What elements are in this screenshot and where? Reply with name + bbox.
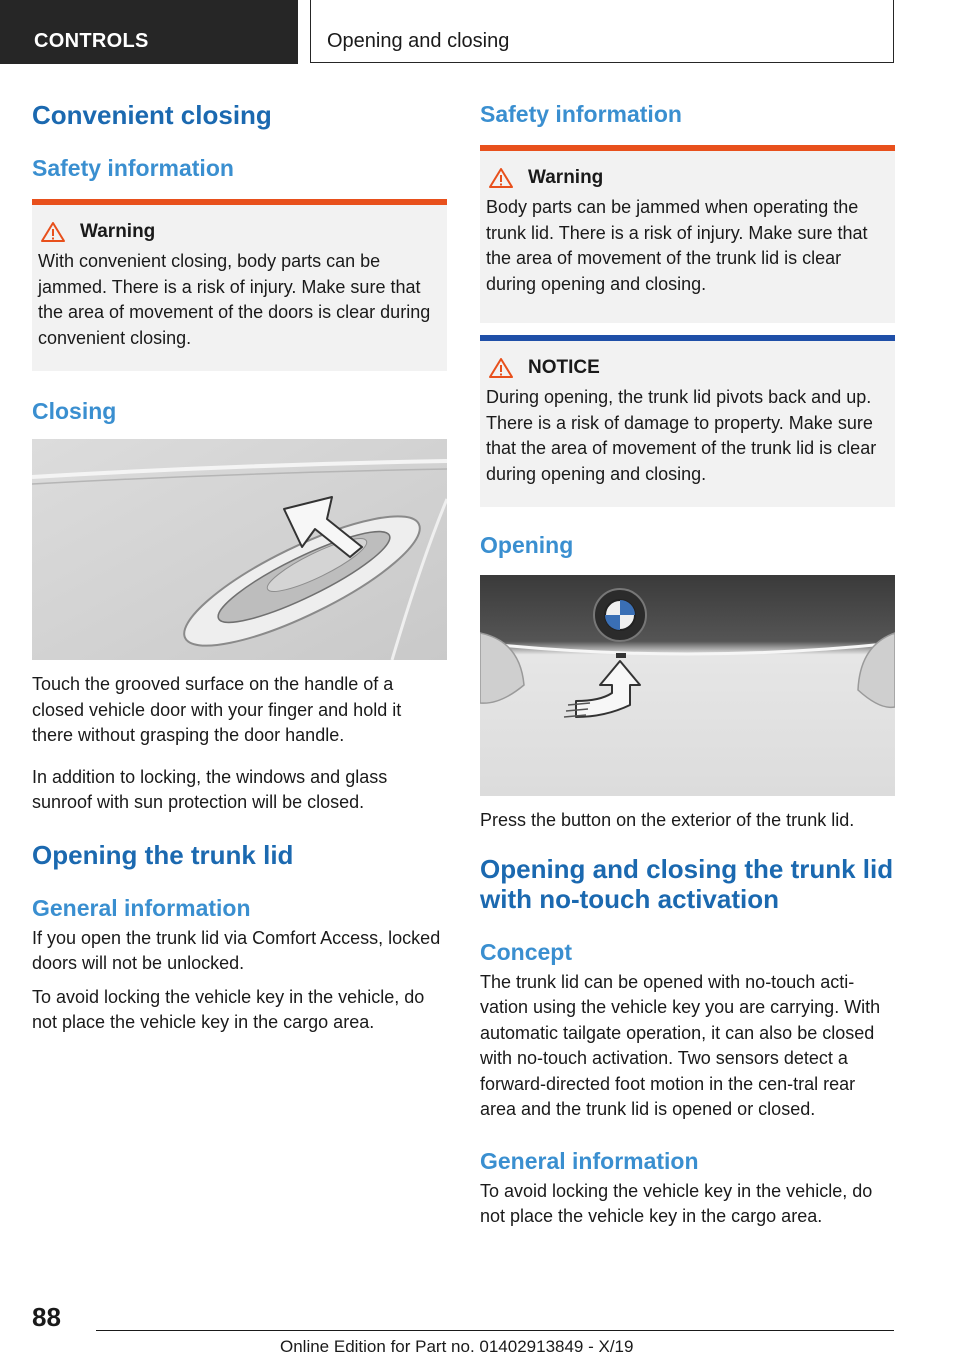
concept-paragraph: The trunk lid can be opened with no-touch acti-vation using the vehicle key you are carrying. With automatic tailgate operation, it can also be closed with no-touch activation. Two sensors detect a forward-directed foot motion in the cen-tral rear area and the trunk lid is opened or closed. bbox=[480, 971, 881, 1119]
right-column bbox=[480, 100, 895, 1230]
heading-concept: Concept bbox=[480, 938, 572, 965]
chapter-tab bbox=[310, 0, 894, 63]
notice-title: NOTICE bbox=[528, 357, 600, 378]
warning-text: With convenient closing, body parts can be jammed. There is a risk of injury. Make sure that the area of movement of the doors is clear during convenient closing. bbox=[38, 251, 431, 348]
warning-text: Body parts can be jammed when operating the trunk lid. There is a risk of injury. Make sure that the area of movement of the trunk lid is clear during opening and closing. bbox=[486, 197, 868, 294]
section-title: CONTROLS bbox=[34, 30, 149, 52]
warning-title: Warning bbox=[80, 221, 156, 242]
heading-safety-information: Safety information bbox=[32, 155, 234, 181]
heading-general-information-right: General information bbox=[480, 1147, 699, 1174]
heading-closing: Closing bbox=[32, 398, 117, 424]
warning-title: Warning bbox=[528, 167, 604, 188]
closing-paragraph-1: Touch the grooved surface on the handle of a closed vehicle door with your finger and hold it there without grasping the door handle. bbox=[32, 674, 402, 745]
warning-box bbox=[32, 199, 447, 371]
trunk-button-figure bbox=[480, 575, 895, 796]
heading-safety-information-right: Safety information bbox=[480, 101, 682, 127]
opening-paragraph: Press the button on the exterior of the trunk lid. bbox=[480, 810, 855, 830]
general-paragraph-right: To avoid locking the vehicle key in the vehicle, do not place the vehicle key in the cargo area. bbox=[480, 1180, 873, 1226]
warning-box-right bbox=[480, 145, 895, 323]
warning-triangle-icon bbox=[488, 167, 514, 189]
edition-text: Online Edition for Part no. 01402913849 - X/19 bbox=[280, 1337, 634, 1356]
general-paragraph-1: If you open the trunk lid via Comfort Access, locked doors will not be unlocked. bbox=[32, 927, 441, 973]
heading-opening: Opening bbox=[480, 532, 574, 558]
heading-convenient-closing: Convenient closing bbox=[32, 100, 272, 130]
warning-triangle-icon bbox=[40, 221, 66, 243]
heading-opening-trunk-lid: Opening the trunk lid bbox=[32, 839, 294, 870]
door-handle-figure bbox=[32, 439, 447, 660]
heading-general-information: General information bbox=[32, 894, 251, 921]
heading-no-touch: Opening and closing the trunk lid with no-touch activation bbox=[480, 853, 894, 914]
general-paragraph-2: To avoid locking the vehicle key in the vehicle, do not place the vehicle key in the cargo area. bbox=[32, 986, 425, 1032]
left-column bbox=[32, 100, 447, 1036]
chapter-title: Opening and closing bbox=[327, 30, 510, 52]
section-tab bbox=[0, 0, 298, 64]
footer-divider bbox=[96, 1330, 894, 1331]
notice-text: During opening, the trunk lid pivots back and up. There is a risk of damage to property. Make sure that the area of movement of the trunk lid is clear during opening and closing. bbox=[486, 387, 877, 484]
closing-paragraph-2: In addition to locking, the windows and glass sunroof with sun protection will be closed. bbox=[32, 766, 388, 812]
page-number: 88 bbox=[32, 1302, 61, 1332]
notice-box bbox=[480, 335, 895, 507]
notice-triangle-icon bbox=[488, 357, 514, 379]
